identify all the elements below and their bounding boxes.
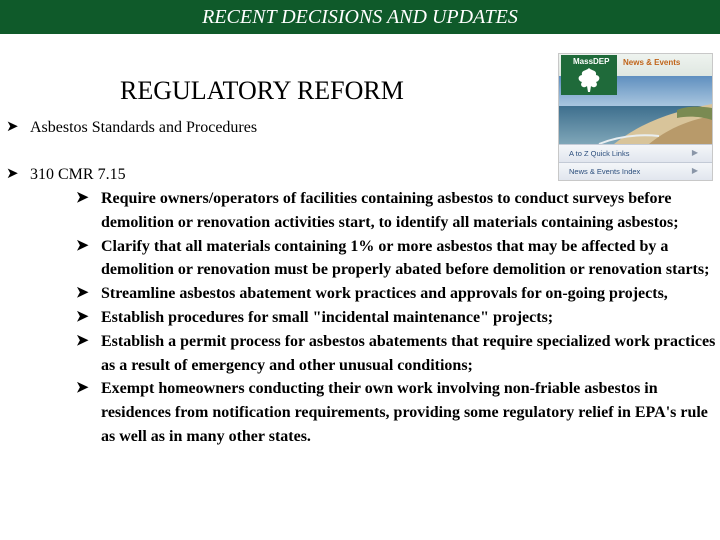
sub-bullet-item [76, 235, 720, 283]
section-heading: REGULATORY REFORM [120, 76, 404, 105]
banner-title: RECENT DECISIONS AND UPDATES [202, 6, 518, 28]
bullet-item [6, 163, 126, 187]
widget-title: News & Events [623, 58, 681, 67]
link-label: A to Z Quick Links [569, 149, 630, 158]
link-label: News & Events Index [569, 167, 641, 176]
massdep-logo[interactable] [561, 55, 617, 95]
a-to-z-quick-links-link[interactable] [559, 144, 712, 162]
massdep-news-widget [558, 53, 713, 181]
arrow-bullet-icon: ➤ [76, 380, 89, 397]
bullet-text: Asbestos Standards and Procedures [30, 119, 258, 136]
sub-bullet-text: Exempt homeowners conducting their own work involving non-friable asbestos in residences from notification requirements, providing some regulatory relief in EPA's rule as well as in many other states. [101, 380, 708, 445]
arrow-bullet-icon: ➤ [76, 285, 89, 302]
arrow-bullet-icon: ➤ [76, 332, 89, 349]
sub-bullet-item [76, 306, 720, 330]
bullet-item [6, 116, 257, 140]
bullet-text: 310 CMR 7.15 [30, 166, 126, 183]
sub-bullet-item [76, 377, 720, 448]
sub-bullet-item [76, 330, 720, 378]
sub-bullet-item [76, 282, 720, 306]
news-events-index-link[interactable] [559, 162, 712, 180]
sub-bullet-text: Streamline asbestos abatement work practices and approvals for on-going projects, [101, 285, 668, 303]
arrow-bullet-icon: ➤ [76, 237, 89, 254]
oak-leaf-icon [575, 67, 603, 93]
arrow-bullet-icon: ➤ [76, 190, 89, 206]
arrow-bullet-icon: ➤ [6, 166, 19, 182]
sub-bullet-text: Require owners/operators of facilities containing asbestos to conduct surveys before demolition or renovation activities start, to identify all materials containing asbestos; [101, 190, 679, 231]
arrow-bullet-icon: ➤ [6, 119, 19, 135]
page-banner [0, 0, 720, 34]
chevron-right-icon: ▶ [691, 166, 698, 175]
sub-bullet-text: Establish a permit process for asbestos abatements that require specialized work practices as a result of emergency and other unusual conditions; [101, 332, 716, 374]
sub-bullet-list [76, 187, 720, 449]
sub-bullet-text: Establish procedures for small "incidental maintenance" projects; [101, 308, 554, 326]
sub-bullet-item [76, 187, 720, 235]
sub-bullet-text: Clarify that all materials containing 1% or more asbestos that may be affected by a demolition or renovation must be properly abated before demolition or renovation starts; [101, 237, 710, 279]
logo-text: MassDEP [573, 57, 610, 66]
arrow-bullet-icon: ➤ [76, 308, 89, 325]
chevron-right-icon: ▶ [691, 148, 698, 157]
